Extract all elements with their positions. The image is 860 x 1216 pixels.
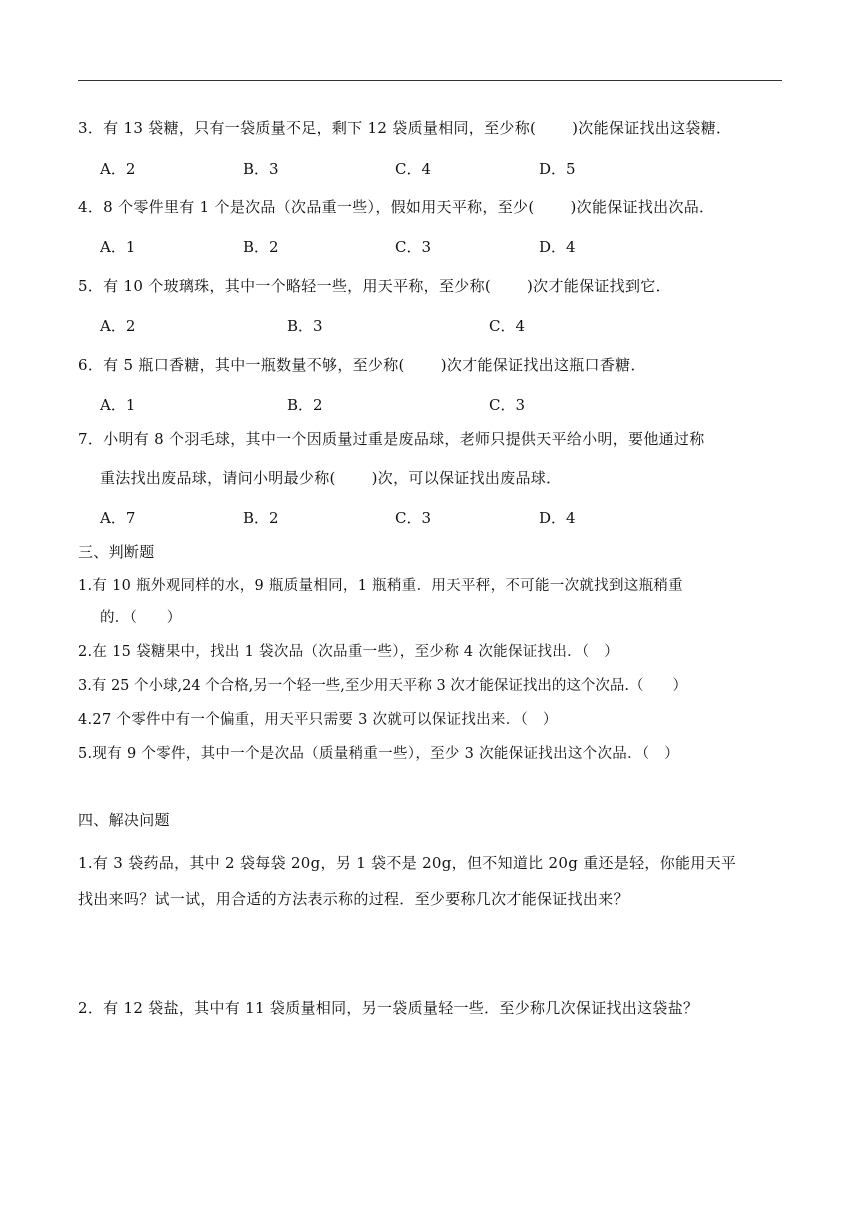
option-b: B．2	[287, 396, 323, 414]
option-a: A．7	[100, 509, 136, 527]
header-rule	[78, 80, 782, 81]
option-d: D．4	[539, 238, 576, 256]
question-text: )次能保证找出次品．	[570, 198, 715, 216]
question-text: )次能保证找出这袋糖．	[572, 119, 732, 137]
question-text: 6．有 5 瓶口香糖，其中一瓶数量不够，至少称(	[78, 356, 405, 374]
judgment-item-2: 2.在 15 袋糖果中，找出 1 袋次品（次品重一些），至少称 4 次能保证找出．（ ）	[78, 644, 620, 660]
question-text: )次才能保证找出这瓶口香糖．	[440, 356, 646, 374]
question-7-line-1: 7．小明有 8 个羽毛球，其中一个因质量过重是废品球，老师只提供天平给小明，要他通过称	[78, 430, 705, 448]
judgment-item-1-cont: 的．（ ）	[100, 610, 182, 626]
option-a: A．1	[100, 396, 136, 414]
option-c: C．4	[489, 317, 526, 335]
option-b: B．2	[243, 238, 279, 256]
option-b: B．3	[287, 317, 323, 335]
question-7-line-2	[100, 467, 561, 488]
problem-1-line-1: 1.有 3 袋药品，其中 2 袋每袋 20g，另 1 袋不是 20g，但不知道比 20g 重还是轻，你能用天平	[78, 854, 737, 872]
option-a: A．1	[100, 238, 136, 256]
option-a: A．2	[100, 160, 136, 178]
question-text: 重法找出废品球，请问小明最少称(	[100, 469, 336, 487]
option-c: C．3	[489, 396, 526, 414]
question-3	[78, 117, 731, 138]
option-c: C．3	[395, 509, 432, 527]
question-6	[78, 354, 646, 375]
option-b: B．2	[243, 509, 279, 527]
question-5	[78, 275, 671, 296]
option-b: B．3	[243, 160, 279, 178]
question-text: 5．有 10 个玻璃珠，其中一个略轻一些，用天平称，至少称(	[78, 277, 492, 295]
question-text: 3．有 13 袋糖，只有一袋质量不足，剩下 12 袋质量相同，至少称(	[78, 119, 537, 137]
question-text: )次，可以保证找出废品球．	[371, 469, 562, 487]
judgment-item-5: 5.现有 9 个零件，其中一个是次品（质量稍重一些），至少 3 次能保证找出这个次品．（ ）	[78, 746, 680, 762]
question-4	[78, 196, 714, 217]
question-text: )次才能保证找到它．	[527, 277, 671, 295]
problem-1-line-2: 找出来吗？试一试，用合适的方法表示称的过程．至少要称几次才能保证找出来？	[78, 890, 629, 908]
section-heading-problem-solving: 四、解决问题	[78, 811, 170, 829]
judgment-item-3: 3.有 25 个小球,24 个合格,另一个轻一些,至少用天平称 3 次才能保证找出的这个次品.（ ）	[78, 678, 687, 694]
question-text: 4．8 个零件里有 1 个是次品（次品重一些），假如用天平称，至少(	[78, 198, 535, 216]
option-d: D．5	[539, 160, 576, 178]
option-c: C．3	[395, 238, 432, 256]
option-c: C．4	[395, 160, 432, 178]
section-heading-judgment: 三、判断题	[78, 543, 155, 561]
judgment-item-4: 4.27 个零件中有一个偏重，用天平只需要 3 次就可以保证找出来．（ ）	[78, 712, 558, 728]
option-a: A．2	[100, 317, 136, 335]
option-d: D．4	[539, 509, 576, 527]
problem-2: 2．有 12 袋盐，其中有 11 袋质量相同，另一袋质量轻一些．至少称几次保证找出这袋盐？	[78, 999, 699, 1017]
judgment-item-1: 1.有 10 瓶外观同样的水，9 瓶质量相同，1 瓶稍重．用天平秤，不可能一次就找到这瓶稍重	[78, 578, 683, 594]
